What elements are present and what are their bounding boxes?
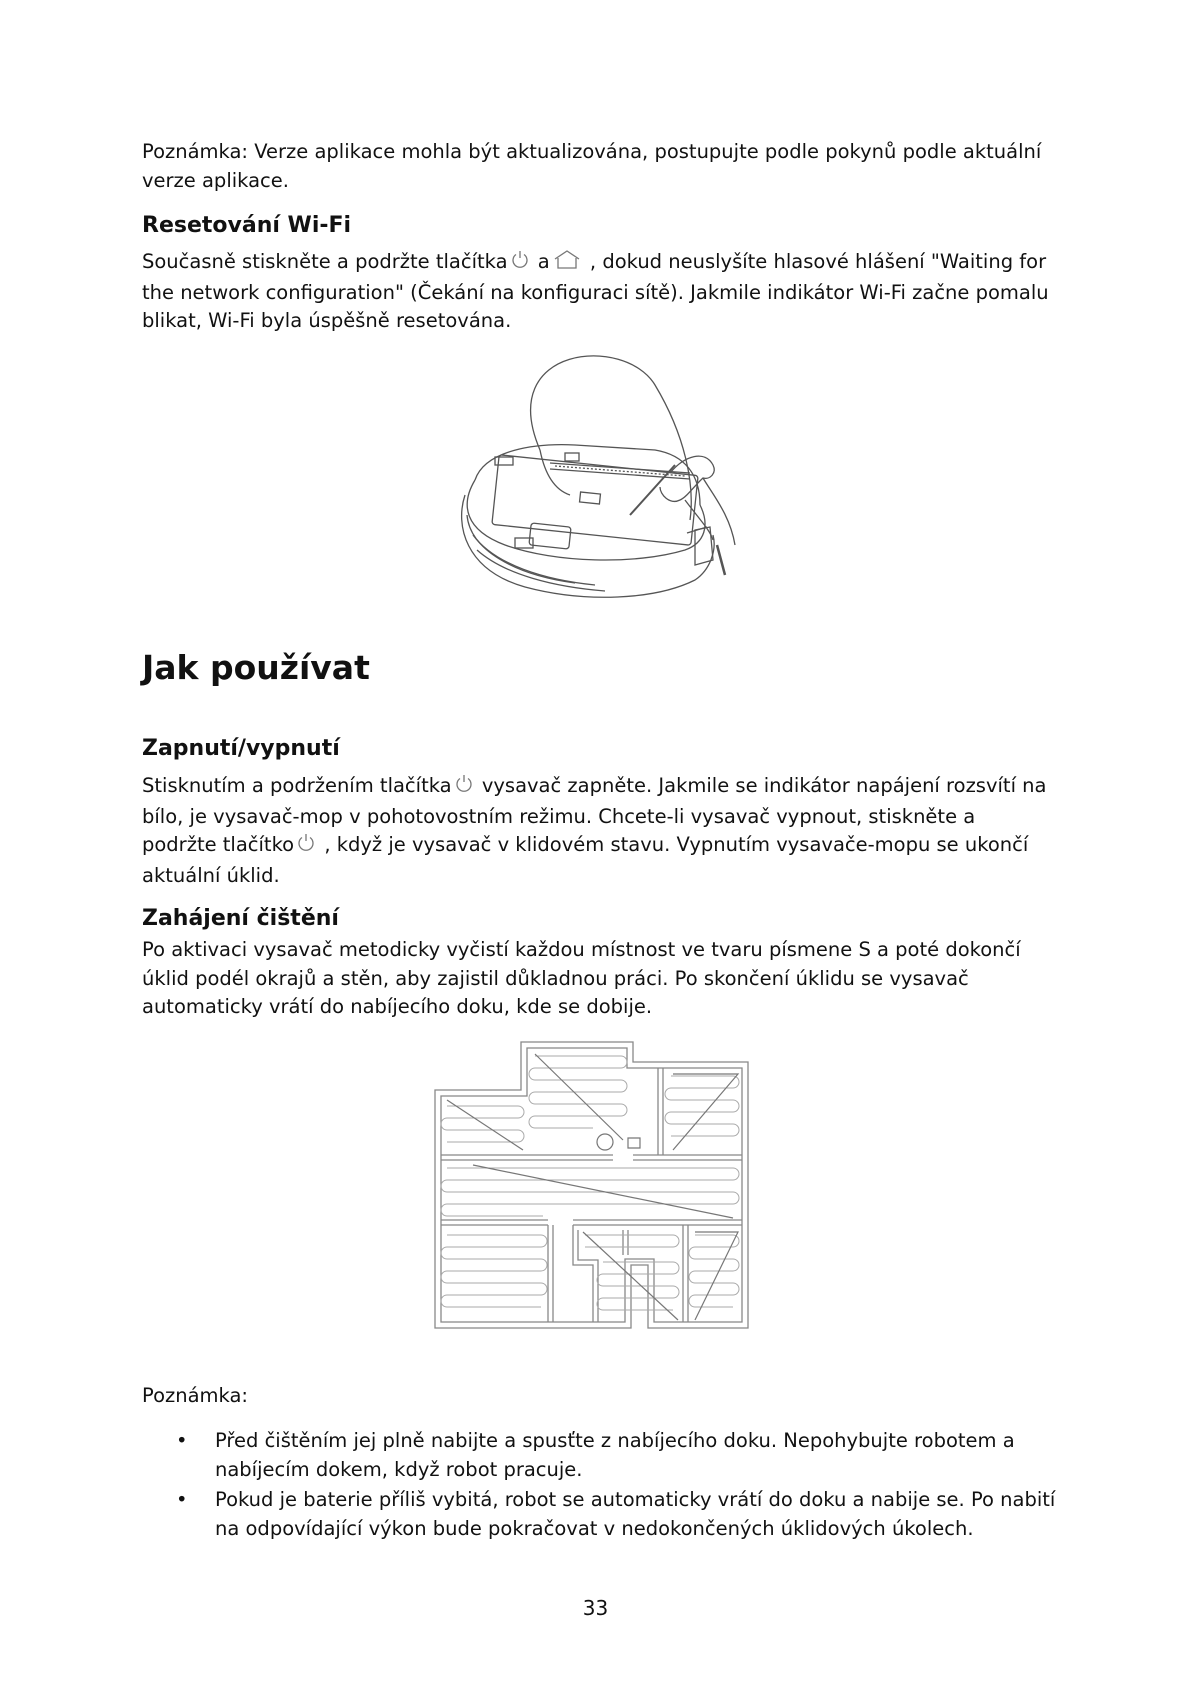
power-text-d: , když je vysavač v klidovém stavu. Vypnutím vysavače-mopu se ukončí aktuální úklid. (142, 833, 1029, 887)
wifi-reset-text-part3: , dokud neuslyšíte hlasové hlášení "Waiting for the network configuration" (Čekání na konfiguraci sítě). Jakmile indikátor Wi-Fi začne pomalu blikat, Wi-Fi byla úspěšně resetována. (142, 250, 1049, 332)
note-top: Poznámka: Verze aplikace mohla být aktualizována, postupujte podle pokynů podle aktuální verze aplikace. (142, 140, 1042, 192)
power-text-c: podržte tlačítko (142, 833, 295, 856)
power-icon (454, 774, 474, 803)
power-icon (510, 250, 530, 279)
bullet-symbol: • (176, 1488, 188, 1511)
list-item: • Před čištěním jej plně nabijte a spusťte z nabíjecího doku. Nepohybujte robotem a nabíjecím dokem, když robot pracuje. (176, 1429, 1015, 1481)
robot-illustration (455, 355, 745, 623)
wifi-reset-text-part1: Současně stiskněte a podržte tlačítka (142, 250, 508, 273)
power-icon (296, 833, 316, 862)
power-text-b: vysavač zapněte. Jakmile se indikátor napájení rozsvítí na bílo, je vysavač-mop v pohotovostním režimu. Chcete-li vysavač vypnout, stiskněte a (142, 774, 1047, 828)
power-text (142, 772, 1062, 890)
note-bullet-list (142, 1427, 1062, 1545)
power-text-a: Stisknutím a podržením tlačítka (142, 774, 452, 797)
page-number: 33 (582, 1596, 609, 1620)
home-icon (552, 250, 582, 279)
note-bottom-label: Poznámka: (142, 1384, 249, 1407)
bullet-symbol: • (176, 1429, 188, 1452)
wifi-reset-text-part2: a (537, 250, 550, 273)
cleaning-text: Po aktivaci vysavač metodicky vyčistí každou místnost ve tvaru písmene S a poté dokončí úklid podél okrajů a stěn, aby zajistil důkladnou práci. Po skončení úklidu se vysavač automaticky vrátí do nabíjecího doku, kde se dobije. (142, 938, 1021, 1018)
cleaning-heading: Zahájení čištění (142, 906, 339, 931)
wifi-reset-heading: Resetování Wi-Fi (142, 213, 352, 238)
wifi-reset-text (142, 248, 1062, 336)
main-heading: Jak používat (142, 648, 370, 687)
cleaning-path-illustration (433, 1040, 753, 1330)
list-item: • Pokud je baterie příliš vybitá, robot se automaticky vrátí do doku a nabije se. Po nabití na odpovídající výkon bude pokračovat v nedokončených úklidových úkolech. (176, 1488, 1056, 1540)
power-heading: Zapnutí/vypnutí (142, 736, 340, 761)
